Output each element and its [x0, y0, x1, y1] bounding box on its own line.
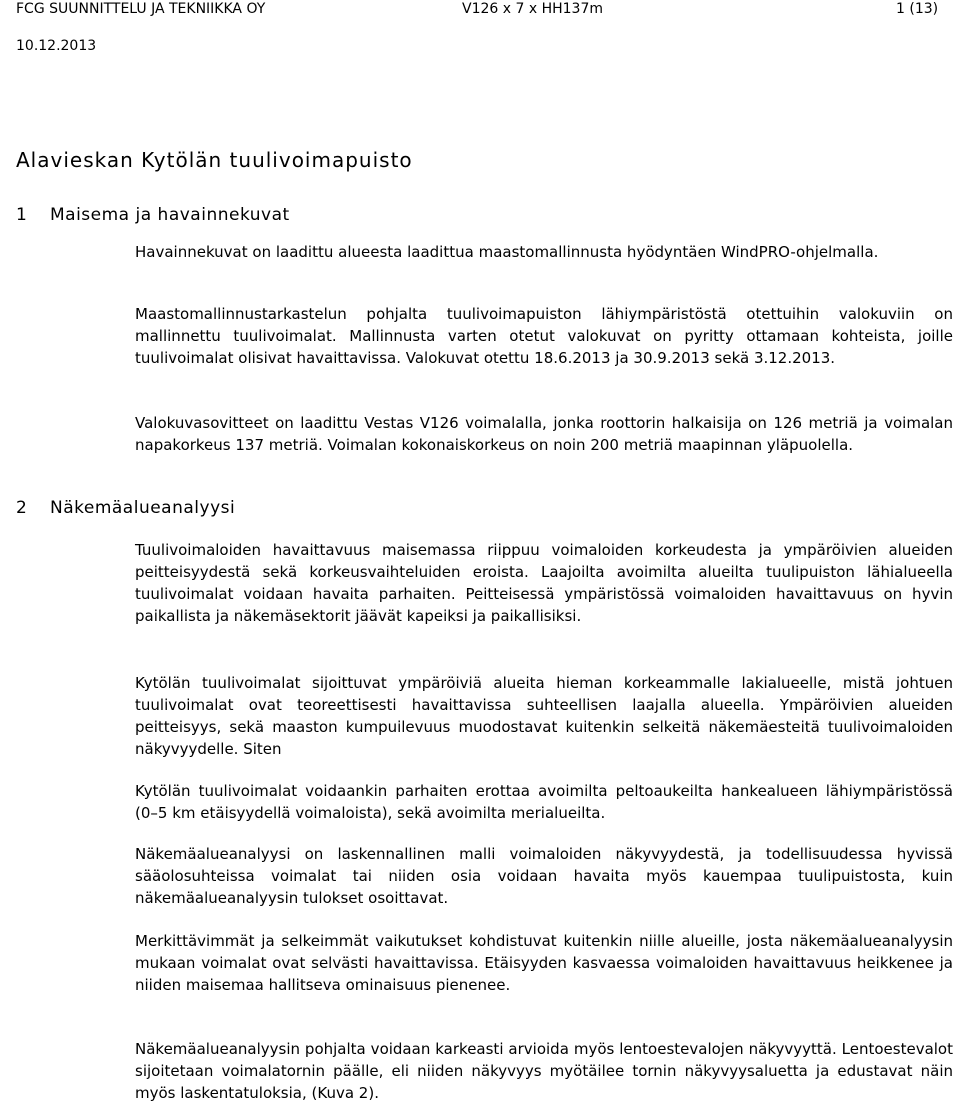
document-date: 10.12.2013: [16, 38, 97, 54]
section-heading-maisema: [16, 205, 290, 225]
page-number: 1 (13): [896, 1, 939, 17]
section-title: Näkemäalueanalyysi: [50, 498, 236, 518]
section-title: Maisema ja havainnekuvat: [50, 205, 290, 225]
paragraph: Merkittävimmät ja selkeimmät vaikutukset kohdistuvat kuitenkin niille alueille, josta näkemäalueanalyysin mukaan voimalat ovat selvästi havaittavissa. Etäisyyden kasvaessa voimaloiden havaittavuus heikkenee ja niiden maisemaa hallitseva ominaisuus pienenee.: [135, 932, 953, 994]
paragraph: Näkemäalueanalyysin pohjalta voidaan karkeasti arvioida myös lentoestevalojen näkyvyyttä. Lentoestevalot sijoitetaan voimalatornin päälle, eli niiden näkyvyys myötäilee tornin näkyvyysaluetta ja edustavat näin myös laskentatuloksia, (Kuva 2).: [135, 1040, 953, 1102]
section-number: 2: [16, 498, 28, 518]
company-name: FCG SUUNNITTELU JA TEKNIIKKA OY: [16, 1, 266, 17]
paragraph: Valokuvasovitteet on laadittu Vestas V126 voimalalla, jonka roottorin halkaisija on 126 metriä ja voimalan napakorkeus 137 metriä. Voimalan kokonaiskorkeus on noin 200 metriä maapinnan yläpuolella.: [135, 414, 953, 454]
paragraph: Näkemäalueanalyysi on laskennallinen malli voimaloiden näkyvyydestä, ja todellisuudessa hyvissä sääolosuhteissa voimalat tai niiden osia voidaan havaita myös kauempaa tuulipuistosta, kuin näkemäalueanalyysin tulokset osoittavat.: [135, 845, 953, 907]
document-title: Alavieskan Kytölän tuulivoimapuisto: [16, 148, 413, 172]
paragraph: Kytölän tuulivoimalat voidaankin parhaiten erottaa avoimilta peltoaukeilta hankealueen lähiympäristössä (0–5 km etäisyydellä voimaloista), sekä avoimilta merialueilta.: [135, 782, 953, 822]
section-number: 1: [16, 205, 28, 225]
page-header: [16, 0, 946, 54]
section-heading-nakemaalueanalyysi: [16, 498, 235, 518]
paragraph: Tuulivoimaloiden havaittavuus maisemassa riippuu voimaloiden korkeudesta ja ympäröivien alueiden peitteisyydestä sekä korkeusvaihteluiden eroista. Laajoilta avoimilta alueilta tuulipuiston lähialueella tuulivoimalat voidaan havaita parhaiten. Peitteisessä ympäristössä voimaloiden havaittavuus on hyvin paikallista ja näkemäsektorit jäävät kapeiksi ja paikallisiksi.: [135, 541, 953, 625]
project-code: V126 x 7 x HH137m: [462, 1, 603, 17]
paragraph: Maastomallinnustarkastelun pohjalta tuulivoimapuiston lähiympäristöstä otettuihin valokuviin on mallinnettu tuulivoimalat. Mallinnusta varten otetut valokuvat on pyritty ottamaan kohteista, joille tuulivoimalat olisivat havaittavissa. Valokuvat otettu 18.6.2013 ja 30.9.2013 sekä 3.12.2013.: [135, 305, 953, 367]
paragraph: Kytölän tuulivoimalat sijoittuvat ympäröiviä alueita hieman korkeammalle lakialueelle, mistä johtuen tuulivoimalat ovat teoreettisesti havaittavissa suhteellisen laajalla alueella. Ympäröivien alueiden peitteisyys, sekä maaston kumpuilevuus muodostavat kuitenkin selkeitä näkemäesteitä tuulivoimaloiden näkyvyydelle. Siten: [135, 674, 953, 758]
paragraph: Havainnekuvat on laadittu alueesta laadittua maastomallinnusta hyödyntäen WindPRO-ohjelmalla.: [135, 243, 879, 261]
